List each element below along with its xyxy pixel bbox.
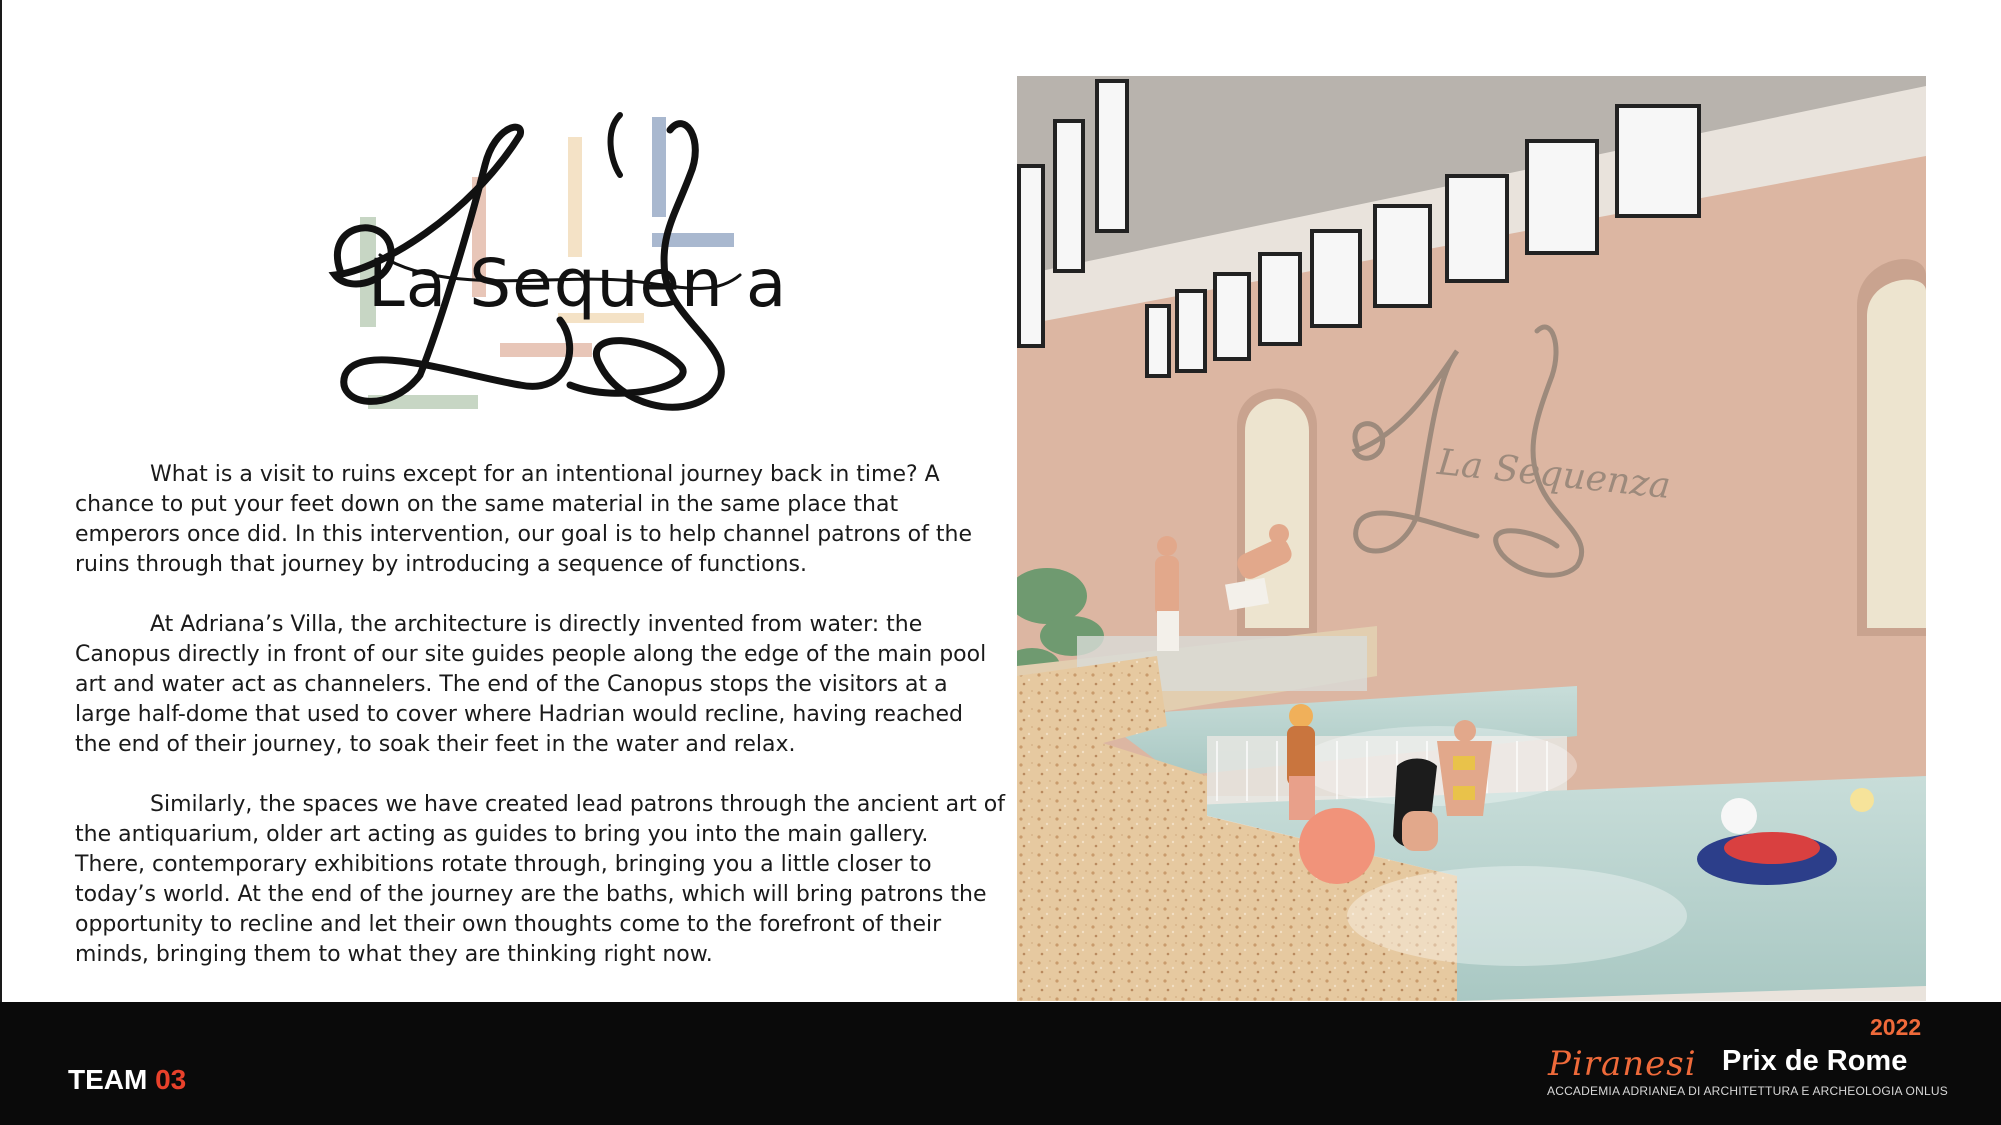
team-label-text: TEAM [68, 1064, 148, 1095]
year: 2022 [1870, 1014, 1922, 1040]
team-number: 03 [155, 1064, 187, 1095]
academy-name: ACCADEMIA ADRIANEA DI ARCHITETTURA E ARCHEOLOGIA ONLUS [1547, 1084, 1948, 1098]
logo-title: La Sequen a [368, 245, 788, 322]
wall-logo-text: La Sequenza [1435, 441, 1673, 508]
left-border-line [0, 0, 2, 1002]
baths-illustration [1017, 76, 1926, 1001]
body-text [75, 460, 1005, 1000]
piranesi-wordmark: Piranesi [1548, 1044, 1697, 1084]
footer-bar [0, 1002, 2001, 1125]
la-sequenza-logo [320, 105, 840, 435]
paragraph-3: Similarly, the spaces we have created lead patrons through the ancient art of the antiquarium, older art acting as guides to bring you into the main gallery. There, contemporary exhibitions rotate through, bringing you a little closer to today’s world. At the end of the journey are the baths, which will bring patrons the opportunity to recline and let their own thoughts come to the forefront of their minds, bringing them to what they are thinking right now. [75, 792, 1005, 967]
prix-de-rome: Prix de Rome [1722, 1045, 1908, 1077]
baths-scene [1017, 76, 1926, 1001]
team-label [68, 1064, 186, 1096]
paragraph-1: What is a visit to ruins except for an intentional journey back in time? A chance to put your feet down on the same material in the same place that emperors once did. In this intervention, our goal is to help channel patrons of the ruins through that journey by introducing a sequence of functions. [75, 462, 972, 577]
paragraph-2: At Adriana’s Villa, the architecture is directly invented from water: the Canopus directly in front of our site guides people along the edge of the main pool art and water act as channelers. The end of the Canopus stops the visitors at a large half-dome that used to cover where Hadrian would recline, having reached the end of their journey, to soak their feet in the water and relax. [75, 612, 987, 757]
